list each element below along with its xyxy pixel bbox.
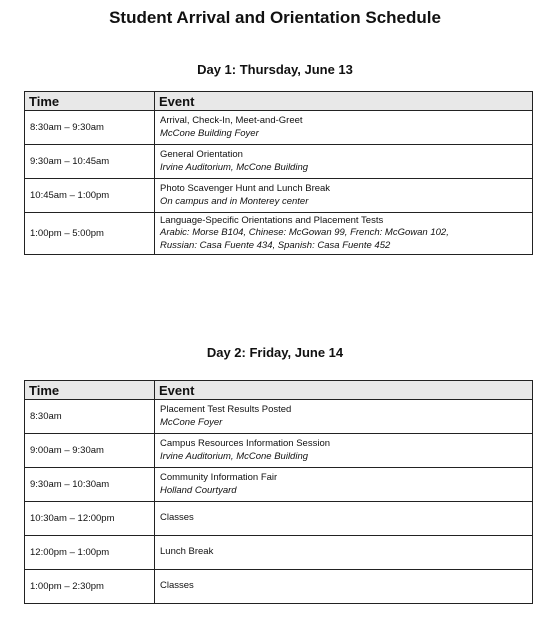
event-location: On campus and in Monterey center (160, 195, 309, 207)
event-name: Lunch Break (160, 546, 214, 558)
day-1-schedule-table (24, 91, 533, 255)
time-cell: 1:00pm – 5:00pm (25, 213, 155, 255)
event-name: Classes (160, 580, 194, 592)
event-name: Photo Scavenger Hunt and Lunch Break (160, 183, 331, 194)
event-name: Language-Specific Orientations and Placement Tests (160, 214, 384, 226)
event-cell (155, 570, 533, 604)
event-cell (155, 179, 533, 213)
table-row (25, 400, 533, 434)
event-cell (155, 213, 533, 255)
event-location: Irvine Auditorium, McCone Building (160, 161, 309, 173)
event-column-header: Event (155, 92, 533, 111)
time-column-header: Time (25, 92, 155, 111)
table-row (25, 434, 533, 468)
event-cell (155, 400, 533, 434)
event-cell (155, 434, 533, 468)
event-cell (155, 536, 533, 570)
time-cell: 12:00pm – 1:00pm (25, 536, 155, 570)
event-cell (155, 111, 533, 145)
event-column-header: Event (155, 381, 533, 400)
page-title: Student Arrival and Orientation Schedule (109, 8, 441, 27)
event-location-continued: Russian: Casa Fuente 434, Spanish: Casa Fuente 452 (160, 239, 391, 251)
table-row (25, 502, 533, 536)
day-2-schedule-table (24, 380, 533, 604)
time-cell: 8:30am – 9:30am (25, 111, 155, 145)
day-1-heading: Day 1: Thursday, June 13 (197, 62, 353, 77)
time-cell: 9:30am – 10:30am (25, 468, 155, 502)
event-name: Arrival, Check-In, Meet-and-Greet (160, 115, 303, 126)
table-row (25, 536, 533, 570)
time-cell: 10:45am – 1:00pm (25, 179, 155, 213)
event-name: Campus Resources Information Session (160, 438, 331, 449)
event-name: Placement Test Results Posted (160, 404, 292, 415)
table-row (25, 213, 533, 255)
table-header-row (25, 92, 533, 111)
event-cell (155, 468, 533, 502)
time-cell: 9:00am – 9:30am (25, 434, 155, 468)
event-name: Classes (160, 512, 194, 524)
event-location: Holland Courtyard (160, 484, 237, 496)
time-column-header: Time (25, 381, 155, 400)
event-name: General Orientation (160, 149, 243, 160)
table-row (25, 179, 533, 213)
time-cell: 9:30am – 10:45am (25, 145, 155, 179)
event-location: Arabic: Morse B104, Chinese: McGowan 99, French: McGowan 102, (160, 227, 449, 239)
time-cell: 8:30am (25, 400, 155, 434)
time-cell: 1:00pm – 2:30pm (25, 570, 155, 604)
table-row (25, 468, 533, 502)
table-row (25, 570, 533, 604)
event-location: McCone Building Foyer (160, 127, 259, 139)
table-row (25, 111, 533, 145)
event-cell (155, 145, 533, 179)
table-header-row (25, 381, 533, 400)
event-location: Irvine Auditorium, McCone Building (160, 450, 309, 462)
time-cell: 10:30am – 12:00pm (25, 502, 155, 536)
table-row (25, 145, 533, 179)
event-cell (155, 502, 533, 536)
event-name: Community Information Fair (160, 472, 278, 483)
day-2-heading: Day 2: Friday, June 14 (206, 345, 344, 360)
event-location: McCone Foyer (160, 416, 223, 428)
